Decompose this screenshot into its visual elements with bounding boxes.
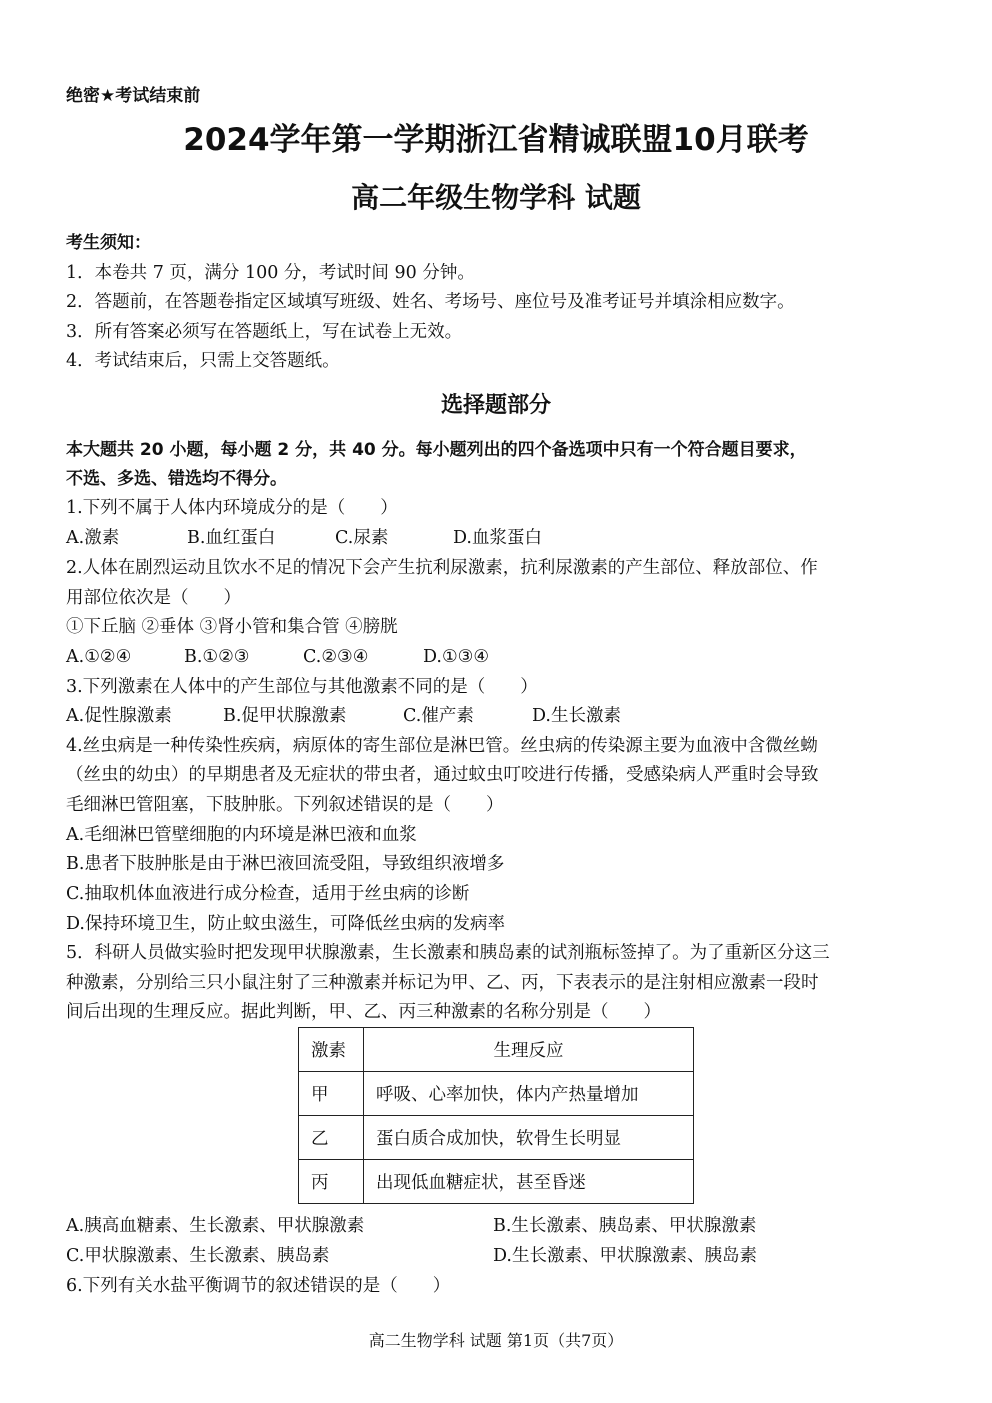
table-cell: 呼吸、心率加快，体内产热量增加 xyxy=(364,1072,694,1116)
question-2-items: ①下丘脑 ②垂体 ③肾小管和集合管 ④膀胱 xyxy=(66,617,398,637)
table-row xyxy=(299,1116,694,1160)
section-title: 选择题部分 xyxy=(440,393,551,418)
table-cell: 甲 xyxy=(299,1072,364,1116)
question-5-stem: 5．科研人员做实验时把发现甲状腺激素，生长激素和胰岛素的试剂瓶标签掉了。为了重新区分这三 xyxy=(66,943,830,963)
question-5-options xyxy=(66,1245,932,1267)
option-b: B.生长激素、胰岛素、甲状腺激素 xyxy=(493,1216,757,1236)
question-2-stem: 用部位依次是（ ） xyxy=(66,588,241,608)
table-cell: 乙 xyxy=(299,1116,364,1160)
hormone-reaction-table xyxy=(298,1027,694,1204)
question-4-stem: （丝虫的幼虫）的早期患者及无症状的带虫者，通过蚊虫叮咬进行传播，受感染病人严重时会导致 xyxy=(66,765,819,785)
option-d: D.生长激素、甲状腺激素、胰岛素 xyxy=(493,1246,757,1266)
question-4-stem: 毛细淋巴管阻塞，下肢肿胀。下列叙述错误的是（ ） xyxy=(66,795,504,815)
option-a: A.促性腺激素 xyxy=(66,706,172,726)
option-b: B.血红蛋白 xyxy=(187,528,276,548)
question-3-stem: 3.下列激素在人体中的产生部位与其他激素不同的是（ ） xyxy=(66,677,538,697)
table-row xyxy=(299,1160,694,1204)
table-header-cell: 生理反应 xyxy=(364,1028,694,1072)
option-a: A.激素 xyxy=(66,528,120,548)
question-2-stem: 2.人体在剧烈运动且饮水不足的情况下会产生抗利尿激素，抗利尿激素的产生部位、释放部位、作 xyxy=(66,558,818,578)
question-4-stem: 4.丝虫病是一种传染性疾病，病原体的寄生部位是淋巴管。丝虫病的传染源主要为血液中含微丝蚴 xyxy=(66,736,818,756)
question-2-options xyxy=(66,646,932,668)
question-5-options xyxy=(66,1215,932,1237)
option-a: A.胰高血糖素、生长激素、甲状腺激素 xyxy=(66,1216,365,1236)
exam-subtitle: 高二年级生物学科 试题 xyxy=(351,181,641,214)
table-cell: 出现低血糖症状，甚至昏迷 xyxy=(364,1160,694,1204)
notice-item: 1．本卷共 7 页，满分 100 分，考试时间 90 分钟。 xyxy=(66,263,475,283)
notice-heading: 考生须知： xyxy=(66,233,151,253)
option-b: B.促甲状腺激素 xyxy=(223,706,347,726)
option-c: C.甲状腺激素、生长激素、胰岛素 xyxy=(66,1246,330,1266)
question-3-options xyxy=(66,705,932,727)
notice-item: 2．答题前，在答题卷指定区域填写班级、姓名、考场号、座位号及准考证号并填涂相应数字。 xyxy=(66,292,795,312)
table-row xyxy=(299,1072,694,1116)
option-d: D.生长激素 xyxy=(532,706,621,726)
secret-mark: 绝密★考试结束前 xyxy=(66,86,201,106)
option-d: D.血浆蛋白 xyxy=(453,528,542,548)
table-cell: 蛋白质合成加快，软骨生长明显 xyxy=(364,1116,694,1160)
option-c: C.催产素 xyxy=(403,706,474,726)
option-c: C.尿素 xyxy=(335,528,389,548)
option-c: C.②③④ xyxy=(303,647,369,667)
question-1-options xyxy=(66,527,932,549)
question-4-option-a: A.毛细淋巴管壁细胞的内环境是淋巴液和血浆 xyxy=(66,825,417,845)
option-b: B.①②③ xyxy=(184,647,250,667)
question-4-option-d: D.保持环境卫生，防止蚊虫滋生，可降低丝虫病的发病率 xyxy=(66,914,505,934)
section-instruction: 本大题共 20 小题，每小题 2 分，共 40 分。每小题列出的四个备选项中只有一个符合题目要求， xyxy=(66,440,807,460)
question-5-stem: 种激素，分别给三只小鼠注射了三种激素并标记为甲、乙、丙，下表表示的是注射相应激素一段时 xyxy=(66,973,819,993)
question-5-stem: 间后出现的生理反应。据此判断，甲、乙、丙三种激素的名称分别是（ ） xyxy=(66,1002,661,1022)
question-1-stem: 1.下列不属于人体内环境成分的是（ ） xyxy=(66,498,398,518)
notice-item: 4．考试结束后，只需上交答题纸。 xyxy=(66,351,340,371)
exam-title: 2024学年第一学期浙江省精诚联盟10月联考 xyxy=(183,122,809,158)
section-instruction: 不选、多选、错选均不得分。 xyxy=(66,469,287,489)
question-4-option-c: C.抽取机体血液进行成分检查，适用于丝虫病的诊断 xyxy=(66,884,470,904)
option-d: D.①③④ xyxy=(423,647,490,667)
question-4-option-b: B.患者下肢肿胀是由于淋巴液回流受阻，导致组织液增多 xyxy=(66,854,505,874)
table-header-cell: 激素 xyxy=(299,1028,364,1072)
page-footer: 高二生物学科 试题 第1页（共7页） xyxy=(368,1331,624,1350)
notice-item: 3．所有答案必须写在答题纸上，写在试卷上无效。 xyxy=(66,322,463,342)
option-a: A.①②④ xyxy=(66,647,132,667)
question-6-stem: 6.下列有关水盐平衡调节的叙述错误的是（ ） xyxy=(66,1276,451,1296)
table-cell: 丙 xyxy=(299,1160,364,1204)
table-header-row xyxy=(299,1028,694,1072)
